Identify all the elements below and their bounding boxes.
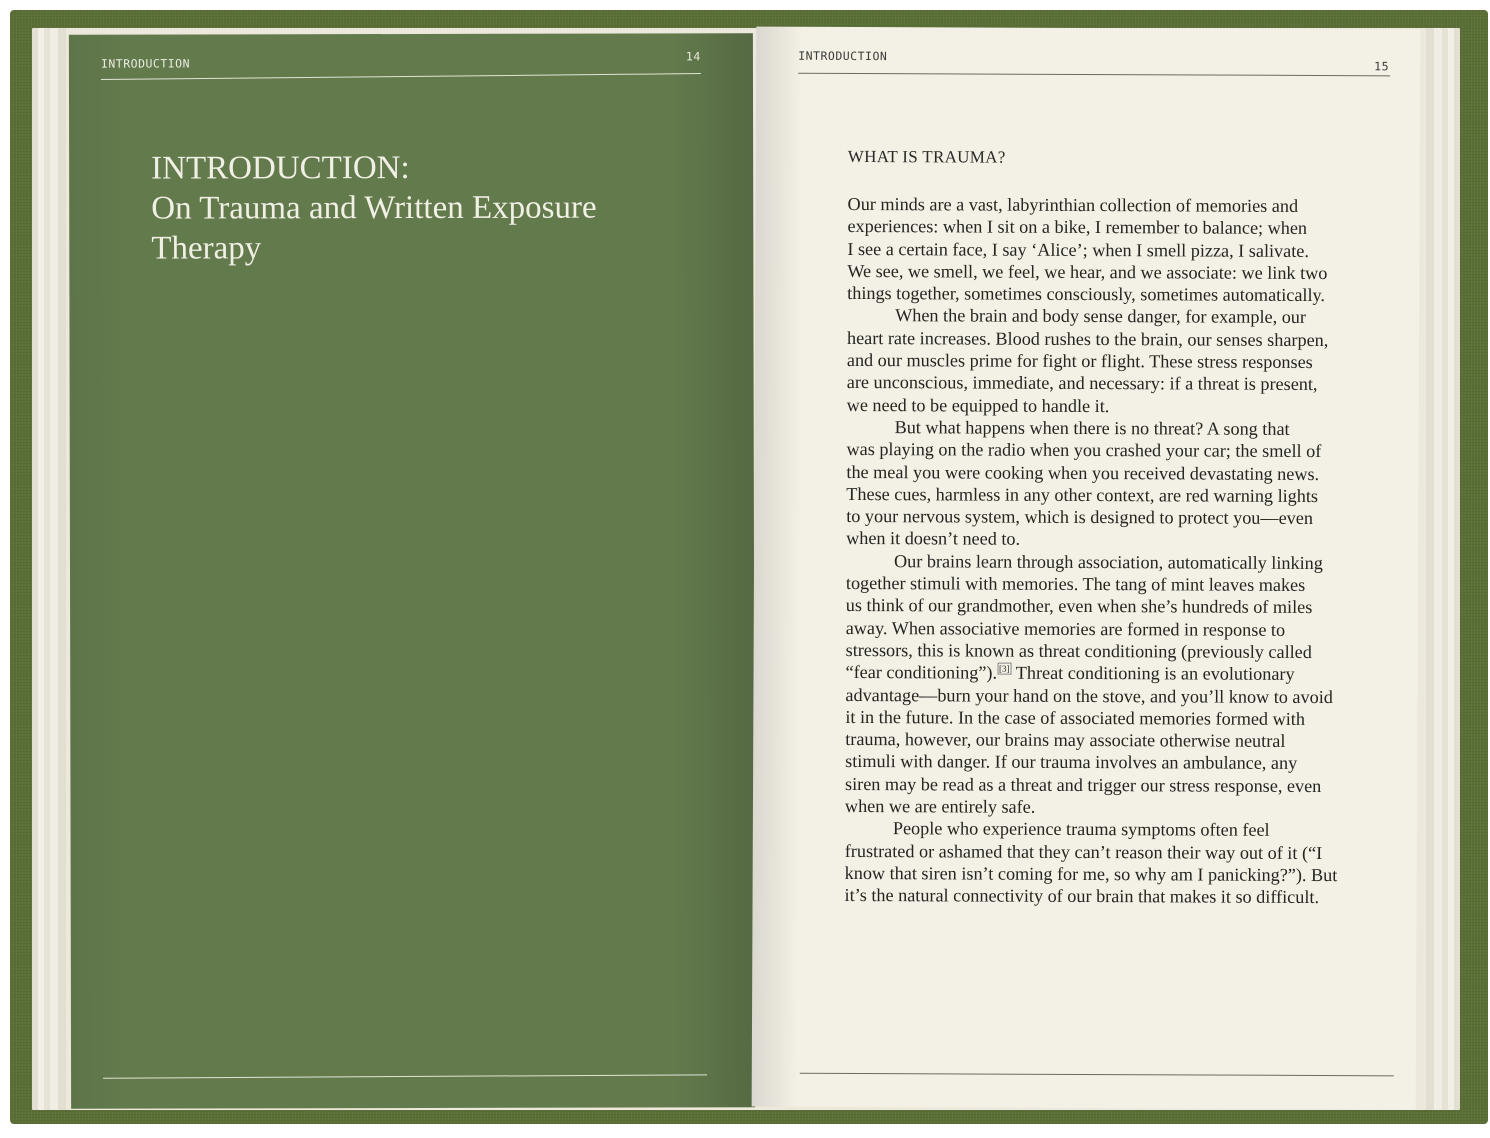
text-line: frustrated or ashamed that they can’t reason their way out of it (“I bbox=[844, 840, 1323, 863]
text-line: But what happens when there is no threat? A song that bbox=[894, 417, 1290, 439]
text-line: stressors, this is known as threat conditioning (previously called bbox=[845, 639, 1312, 662]
footer-rule-left bbox=[103, 1074, 707, 1078]
text-line: it’s the natural connectivity of our brain that makes it so difficult. bbox=[844, 885, 1320, 908]
text-line: When the brain and body sense danger, for example, our bbox=[895, 305, 1307, 328]
text-line: We see, we smell, we feel, we hear, and we associate: we link two bbox=[847, 260, 1328, 283]
chapter-title-line-3: Therapy bbox=[151, 230, 262, 267]
text-line: Our minds are a vast, labyrinthian collection of memories and bbox=[847, 193, 1299, 216]
text-line: People who experience trauma symptoms often feel bbox=[892, 818, 1270, 841]
text-line: us think of our grandmother, even when she’s hundreds of miles bbox=[845, 595, 1313, 618]
text-line: Our brains learn through association, automatically linking bbox=[893, 550, 1323, 573]
right-page bbox=[752, 27, 1421, 1110]
text-line: things together, sometimes consciously, sometimes automatically. bbox=[847, 283, 1326, 306]
text-line: it in the future. In the case of associated memories formed with bbox=[845, 706, 1305, 729]
chapter-title-line-1: INTRODUCTION: bbox=[151, 150, 410, 187]
text-line: was playing on the radio when you crashed your car; the smell of bbox=[846, 439, 1322, 462]
left-page bbox=[69, 33, 755, 1108]
header-rule-right bbox=[798, 73, 1390, 77]
running-head-left: INTRODUCTION bbox=[100, 56, 191, 71]
text-line: when it doesn’t need to. bbox=[846, 528, 1021, 550]
header-rule-left bbox=[101, 73, 701, 80]
text-line: experiences: when I sit on a bike, I remember to balance; when bbox=[847, 216, 1308, 239]
text-line: heart rate increases. Blood rushes to the brain, our senses sharpen, bbox=[846, 327, 1329, 350]
section-heading: WHAT IS TRAUMA? bbox=[847, 146, 1006, 167]
text-line: away. When associative memories are formed in response to bbox=[845, 617, 1286, 640]
text-line: advantage—burn your hand on the stove, and you’ll know to avoid bbox=[845, 684, 1333, 707]
footnote-ref[interactable]: [3] bbox=[997, 663, 1012, 675]
running-head-right: INTRODUCTION bbox=[798, 48, 888, 64]
text-line: These cues, harmless in any other context, are red warning lights bbox=[846, 483, 1319, 506]
text-line: we need to be equipped to handle it. bbox=[846, 394, 1110, 416]
text-line: I see a certain face, I say ‘Alice’; when I smell pizza, I salivate. bbox=[847, 238, 1309, 261]
text-line: stimuli with danger. If our trauma involves an ambulance, any bbox=[845, 751, 1298, 774]
text-fragment: Threat conditioning is an evolutionary bbox=[1011, 662, 1295, 685]
chapter-title-line-2: On Trauma and Written Exposure bbox=[151, 189, 597, 227]
text-line: to your nervous system, which is designed to protect you—even bbox=[846, 506, 1313, 529]
text-fragment: “fear conditioning”). bbox=[845, 662, 998, 683]
chapter-title bbox=[151, 147, 671, 268]
footer-rule-right bbox=[800, 1073, 1394, 1077]
text-line: the meal you were cooking when you received devastating news. bbox=[846, 461, 1320, 484]
text-line: siren may be read as a threat and trigger our stress response, even bbox=[845, 773, 1322, 796]
body-text bbox=[845, 193, 1348, 909]
text-line bbox=[845, 661, 1345, 685]
text-line: know that siren isn’t coming for me, so why am I panicking?”). But bbox=[844, 862, 1338, 886]
page-number-right: 15 bbox=[1374, 59, 1390, 74]
text-line: are unconscious, immediate, and necessary: if a threat is present, bbox=[846, 372, 1318, 395]
text-line: and our muscles prime for fight or flight. These stress responses bbox=[846, 350, 1313, 373]
text-line: trauma, however, our brains may associate otherwise neutral bbox=[845, 729, 1286, 751]
text-line: together stimuli with memories. The tang of mint leaves makes bbox=[845, 572, 1306, 596]
page-number-left: 14 bbox=[685, 49, 701, 64]
text-line: when we are entirely safe. bbox=[844, 795, 1036, 817]
